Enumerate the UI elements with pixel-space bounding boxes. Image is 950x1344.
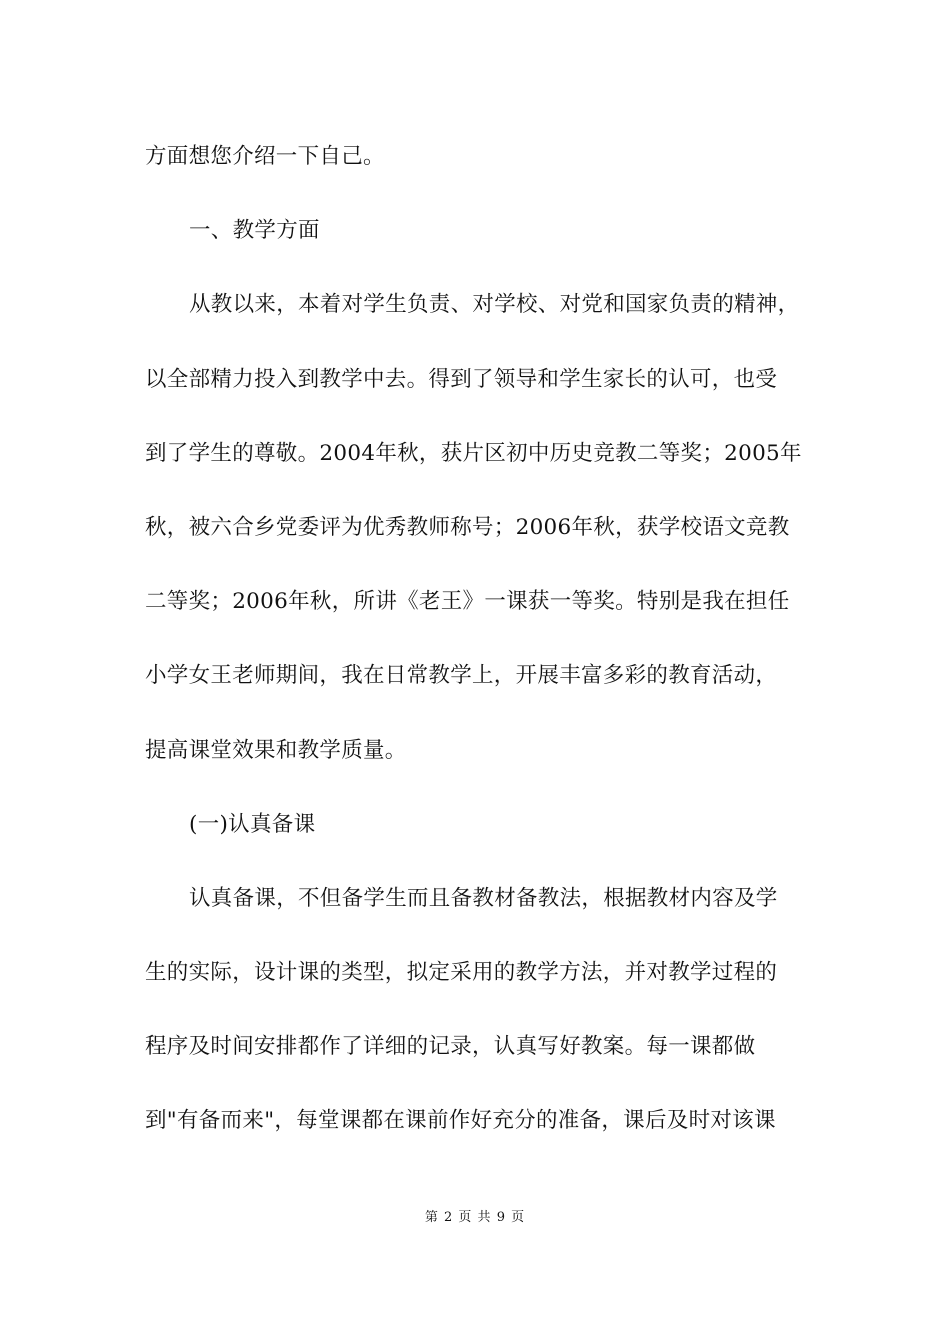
page-number-footer: 第 2 页 共 9 页 <box>424 1210 526 1225</box>
text-line: 生的实际，设计课的类型，拟定采用的教学方法，并对教学过程的 <box>145 960 778 986</box>
text-line: 程序及时间安排都作了详细的记录，认真写好教案。每一课都做 <box>145 1034 756 1060</box>
text-line: 提高课堂效果和教学质量。 <box>145 737 407 763</box>
text-line: 小学女王老师期间，我在日常教学上，开展丰富多彩的教育活动， <box>145 663 778 689</box>
text-line: 二等奖；2006年秋，所讲《老王》一课获一等奖。特别是我在担任 <box>145 589 790 615</box>
paragraph-start: 认真备课，不但备学生而且备教材备教法，根据教材内容及学 <box>189 885 778 911</box>
text-line: 到了学生的尊敬。2004年秋，获片区初中历史竞教二等奖；2005年 <box>145 440 802 466</box>
paragraph-start: 从教以来，本着对学生负责、对学校、对党和国家负责的精神， <box>189 292 800 318</box>
section-heading: 一、教学方面 <box>189 218 320 244</box>
text-line: 以全部精力投入到教学中去。得到了领导和学生家长的认可，也受 <box>145 366 778 392</box>
text-line: 到"有备而来"，每堂课都在课前作好充分的准备，课后及时对该课 <box>145 1108 776 1134</box>
text-line: 方面想您介绍一下自己。 <box>145 144 385 169</box>
subsection-heading: (一)认真备课 <box>189 811 316 837</box>
text-line: 秋，被六合乡党委评为优秀教师称号；2006年秋，获学校语文竞教 <box>145 514 790 540</box>
document-body <box>145 133 845 1172</box>
